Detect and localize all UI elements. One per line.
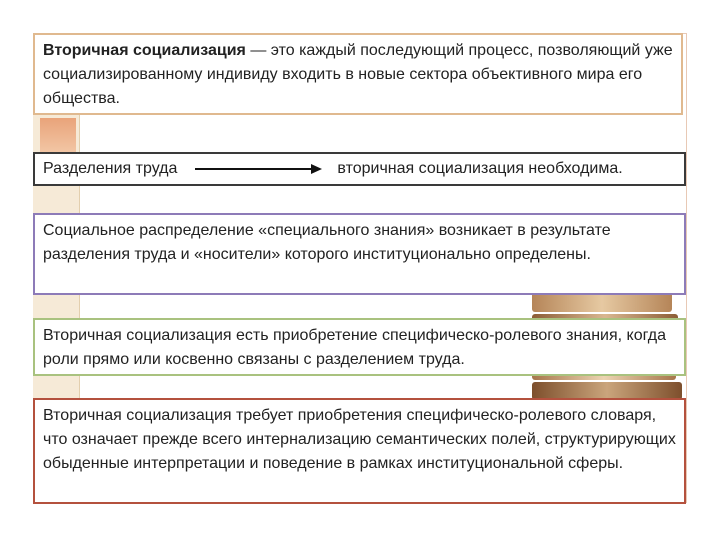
right-arrow-icon	[195, 157, 323, 181]
role-knowledge-text: Вторичная социализация есть приобретение специфическо-ролевого знания, когда роли прямо или косвенно связаны с разделением труда.	[43, 327, 666, 368]
division-box	[33, 152, 686, 186]
division-right-text: вторичная социализация необходима.	[337, 160, 623, 177]
vocabulary-text: Вторичная социализация требует приобретения специфическо-ролевого словаря, что означает прежде всего интернализацию семантических полей, структурирующих обыденные интерпретации и поведение в рамках институциональной сферы.	[43, 407, 676, 472]
definition-box	[33, 33, 683, 115]
knowledge-distribution-box	[33, 213, 686, 295]
vocabulary-box	[33, 398, 686, 504]
definition-term: Вторичная социализация	[43, 42, 246, 59]
knowledge-distribution-text: Социальное распределение «специального знания» возникает в результате разделения труда и «носители» которого институционально определены.	[43, 222, 611, 263]
definition-text: — это каждый последующий процесс, позволяющий уже социализированному индивиду входить в новые сектора объективного мира его общества.	[43, 42, 673, 107]
role-knowledge-box	[33, 318, 686, 376]
left-accent-block	[40, 118, 76, 156]
division-left-text: Разделения труда	[43, 160, 178, 177]
division-row	[43, 158, 676, 180]
